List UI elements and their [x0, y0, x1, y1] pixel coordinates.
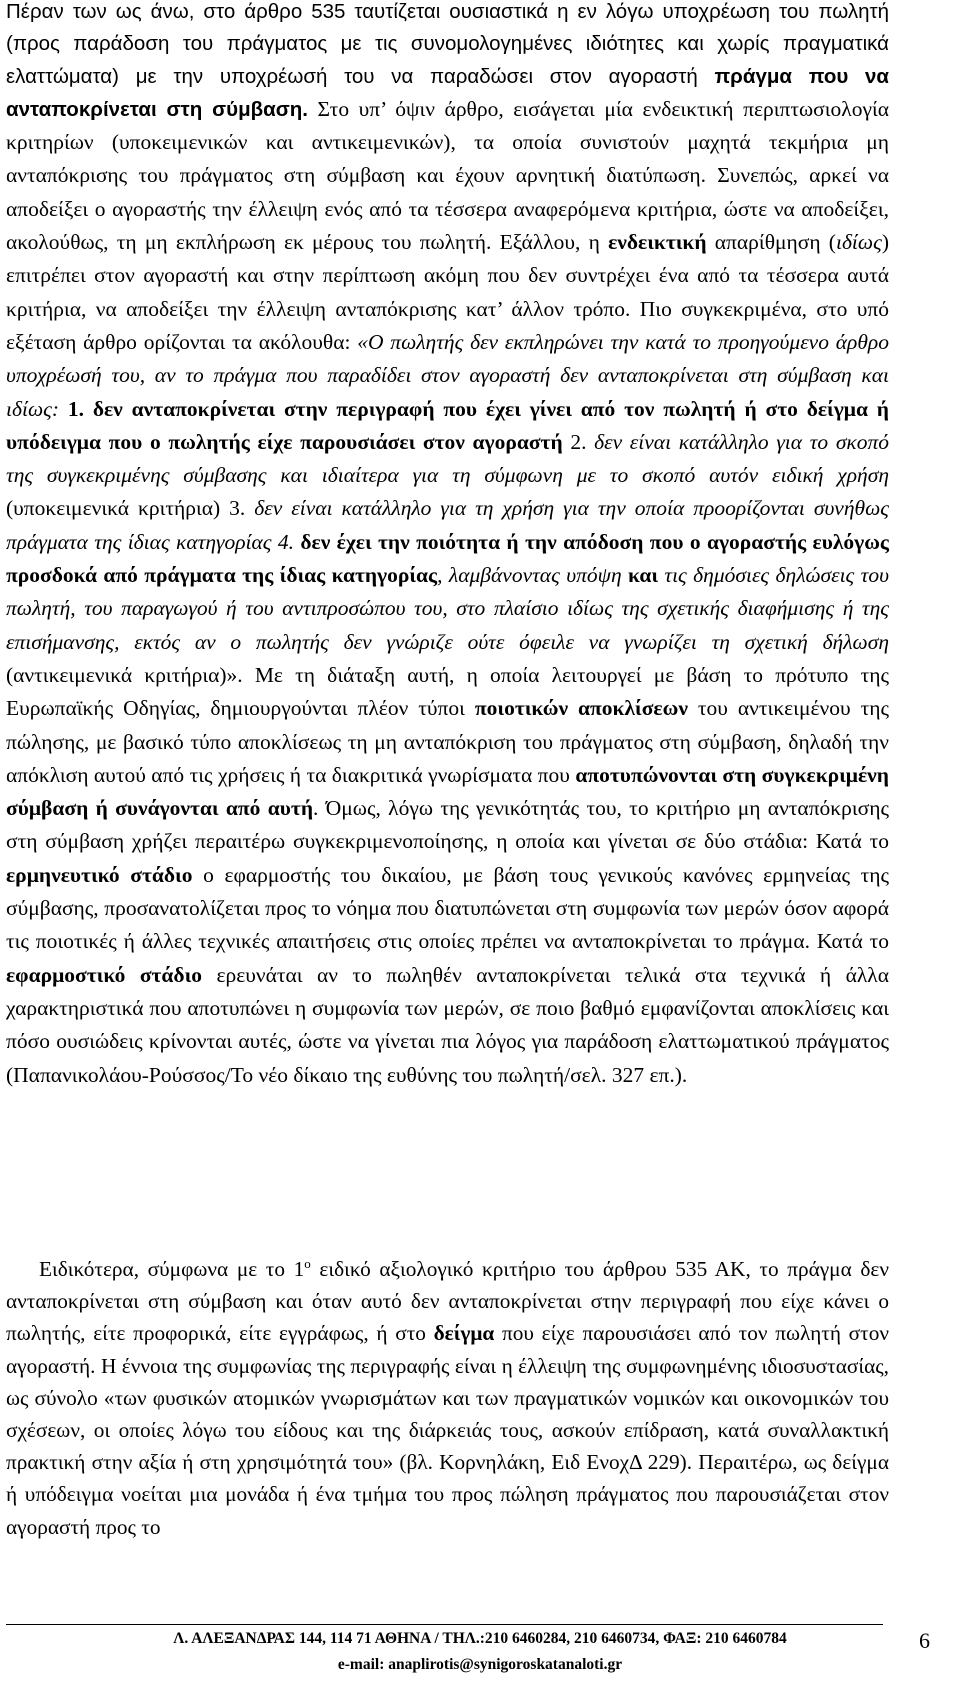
p2-bold-sample: δείγμα — [433, 1321, 495, 1346]
p2-text: Ειδικότερα, σύμφωνα με το 1 — [39, 1257, 305, 1281]
p1-text: ο εφαρμοστής του δικαίου, με βάση τους γενικούς κανόνες ερμηνείας της σύμβασης, προσανατολίζεται προς το νόημα που διατυπώνεται στη συμφωνία των μερών όσον αφορά τις ποιοτικές ή άλλες τεχνικές απαιτήσεις στις οποίες πρέπει να ανταποκρίνεται το πράγμα. Κατά το — [6, 862, 889, 954]
p1-bold-criterion-1: 1. δεν ανταποκρίνεται στην περιγραφή που έχει γίνει από τον πωλητή ή στο δείγμα ή υπόδειγμα που ο πωλητής είχε παρουσιάσει στον αγοραστή — [6, 396, 889, 454]
body-paragraph-2 — [6, 1253, 889, 1543]
p1-italic-criterion-3: δεν είναι κατάλληλο για τη χρήση για την οποία προορίζονται συνήθως πράγματα της ίδιας κατηγορίας 4. — [6, 496, 889, 554]
p1-italic-quote: «Ο πωλητής δεν εκπληρώνει την κατά το προηγούμενο άρθρο υποχρέωσή του, αν το πράγμα που παραδίδει στον αγοραστή δεν ανταποκρίνεται στη σύμβαση και ιδίως: — [6, 329, 889, 421]
p1-text: του αντικειμένου της πώλησης, με βασικό τύπο αποκλίσεως τη μη ανταπόκριση του πράγματος στη σύμβαση, δηλαδή την απόκλιση αυτού από τις χρήσεις ή τα διακριτικά γνωρίσματα που — [6, 696, 889, 787]
p1-text: Πέραν των ως άνω, στο άρθρο 535 ταυτίζεται ουσιαστικά η εν λόγω υποχρέωση του πωλητή (προς παράδοση του πράγματος με τις συνομολογημένες ιδιότητες και χωρίς πραγματικά ελαττώματα) με την υποχρέωσή του να παραδώσει στον αγοραστή — [6, 0, 889, 88]
p1-text: . Όμως, λόγω της γενικότητάς του, το κριτήριο μη ανταπόκρισης στη σύμβαση χρήζει περαιτέρω συγκεκριμενοποίησης, η οποία και γίνεται σε δύο στάδια: Κατά το — [6, 796, 889, 854]
p1-italic-text: τις δημόσιες δηλώσεις του πωλητή, του παραγωγού ή του αντιπροσώπου του, στο πλαίσιο ιδίως της σχετικής διαφήμισης ή της επισήμανσης, εκτός αν ο πωλητής δεν γνώριζε ούτε όφειλε να γνωρίζει τη σχετική δήλωση — [6, 563, 889, 654]
p1-text: 2. — [562, 429, 595, 454]
p1-italic-criterion-2: δεν είναι κατάλληλο για το σκοπό της συγκεκριμένης σύμβασης και ιδιαίτερα για τη σύμφωνη με το σκοπό αυτόν ειδική χρήση — [6, 429, 890, 488]
p2-superscript: ο — [304, 1255, 311, 1271]
p1-bold-indicative: ενδεικτική — [608, 230, 707, 255]
p1-text: (υποκειμενικά κριτήρια) 3. — [6, 496, 255, 521]
p1-italic-text: , λαμβάνοντας υπόψη — [437, 563, 629, 588]
p2-text: που είχε παρουσιάσει από τον πωλητή στον αγοραστή. Η έννοια της συμφωνίας της περιγραφής είναι η έλλειψη της συμφωνημένης ιδιοσυστασίας, ως σύνολο «των φυσικών ατομικών γνωρισμάτων και των πραγματικών νομικών και οικονομικών του σχέσεων, οι οποίες λόγω του είδους και της διάρκειάς τους, ασκούν επίδραση, κατά συναλλακτική πρακτική στην αξία ή στη χρησιμότητά του» (βλ. Κορνηλάκη, Ειδ ΕνοχΔ 229). Περαιτέρω, ως δείγμα ή υπόδειγμα νοείται μια μονάδα ή ένα τμήμα του προς πώληση πράγματος που παρουσιάζεται στον αγοραστή προς το — [6, 1321, 889, 1539]
p1-bold-kai: και — [628, 563, 658, 588]
p1-bold-conformity: πράγμα που να ανταποκρίνεται στη σύμβαση. — [6, 64, 890, 121]
p1-bold-deviations: ποιοτικών αποκλίσεων — [474, 696, 688, 721]
page-number: 6 — [919, 1628, 930, 1653]
p1-bold-applicative-stage: εφαρμοστικό στάδιο — [6, 962, 203, 987]
p1-bold-interpretive-stage: ερμηνευτικό στάδιο — [6, 862, 193, 887]
p1-bold-criterion-4: δεν έχει την ποιότητα ή την απόδοση που ο αγοραστής ευλόγως προσδοκά από πράγματα της ίδιας κατηγορίας — [6, 529, 890, 588]
footer-email: e-mail: anaplirotis@synigoroskatanaloti.gr — [337, 1656, 623, 1673]
p1-text: ) επιτρέπει στον αγοραστή και στην περίπτωση ακόμη που δεν συντρέχει ένα από τα τέσσερα αυτά κριτήρια, να αποδείξει την έλλειψη ανταπόκρισης κατ’ άλλον τρόπο. Πιο συγκεκριμένα, στο υπό εξέταση άρθρο ορίζονται τα ακόλουθα: — [6, 230, 889, 354]
footer-address: Λ. ΑΛΕΞΑΝΔΡΑΣ 144, 114 71 ΑΘΗΝΑ / ΤΗΛ.:210 6460284, 210 6460734, ΦΑΞ: 210 6460784 — [173, 1630, 787, 1647]
p1-text: Στο υπ’ όψιν άρθρο, εισάγεται μία ενδεικτική περιπτωσιολογία κριτηρίων (υποκειμενικών και αντικειμενικών), τα οποία συνιστούν μαχητά τεκμήρια μη ανταπόκρισης του πράγματος στη σύμβαση και έχουν αρνητική διατύπωση. Συνεπώς, αρκεί να αποδείξει ο αγοραστής την έλλειψη ενός από τα τέσσερα αναφερόμενα κριτήρια, ώστε να αποδείξει, ακολούθως, τη μη εκπλήρωση εκ μέρους του πωλητή. Εξάλλου, η — [6, 96, 889, 255]
p1-text: ερευνάται αν το πωληθέν ανταποκρίνεται τελικά στα τεχνικά ή άλλα χαρακτηριστικά που αποτυπώνει η συμφωνία των μερών, σε ποιο βαθμό εμφανίζονται αποκλίσεις και πόσο ουσιώδεις κρίνονται αυτές, ώστε να γίνεται πια λόγος για παράδοση ελαττωματικού πράγματος (Παπανικολάου-Ρούσσος/Το νέο δίκαιο της ευθύνης του πωλητή/σελ. 327 επ.). — [6, 962, 889, 1087]
p1-text: απαρίθμηση ( — [706, 230, 836, 255]
body-paragraph-1 — [6, 0, 889, 1092]
p1-italic-idios: ιδίως — [835, 230, 882, 255]
p2-text: ειδικό αξιολογικό κριτήριο του άρθρου 535 ΑΚ, το πράγμα δεν ανταποκρίνεται στη σύμβαση και όταν αυτό δεν ανταποκρίνεται στην περιγραφή που είχε κάνει ο πωλητής, είτε προφορικά, είτε εγγράφως, ή στο — [6, 1257, 889, 1346]
footer-divider — [6, 1624, 883, 1625]
p1-bold-imprinted: αποτυπώνονται στη συγκεκριμένη σύμβαση ή συνάγονται από αυτή — [6, 762, 889, 821]
p1-text: (αντικειμενικά κριτήρια)». Με τη διάταξη αυτή, η οποία λειτουργεί με βάση το πρότυπο της Ευρωπαϊκής Οδηγίας, δημιουργούνται πλέον τύποι — [6, 662, 889, 721]
